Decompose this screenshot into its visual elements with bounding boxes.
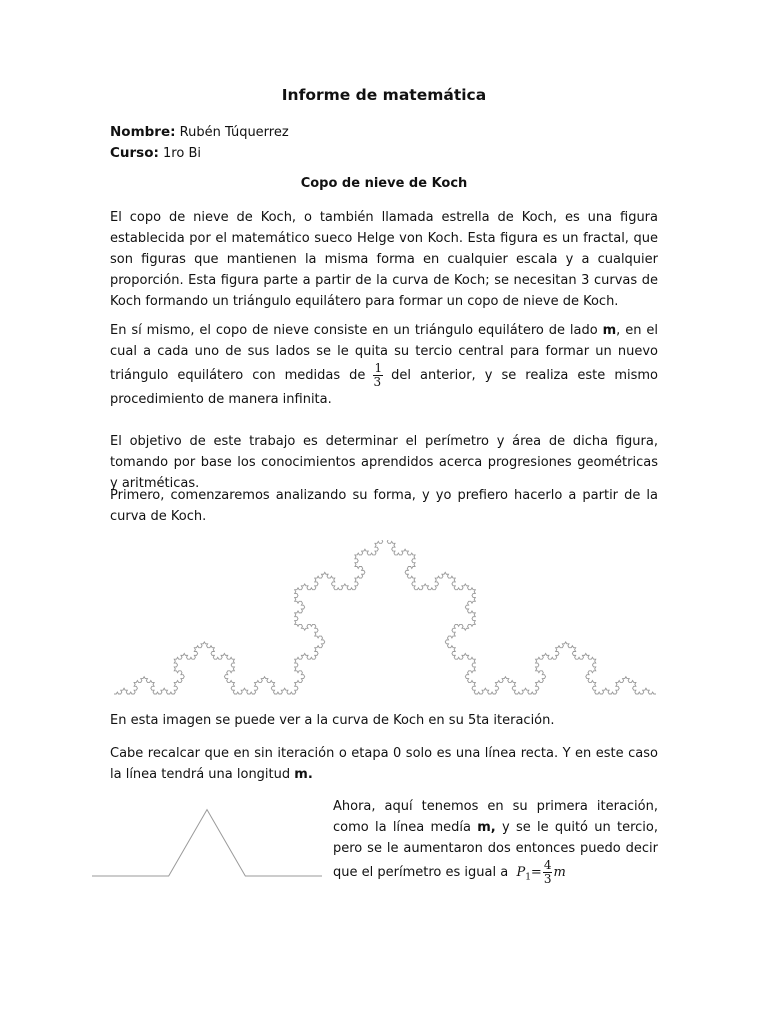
section-title: Copo de nieve de Koch bbox=[300, 176, 468, 191]
koch-curve-line bbox=[114, 540, 656, 694]
equation-subscript: 1 bbox=[525, 872, 531, 883]
paragraph-first-iteration-text-a: Ahora, aquí tenemos en su primera iteración, como la línea medía bbox=[333, 799, 658, 835]
length-variable-m-2: m, bbox=[477, 820, 496, 835]
paragraph-first-iteration-text-b: y se le quitó un tercio, pero se le aumentaron dos entonces puedo decir que el perímetro es igual a bbox=[333, 820, 659, 880]
side-variable-m: m bbox=[602, 323, 617, 338]
paragraph-iteration-zero-text: Cabe recalcar que en sin iteración o etapa 0 solo es una línea recta. Y en este caso la línea tendrá una longitud bbox=[110, 746, 658, 782]
paragraph-definition bbox=[110, 320, 658, 410]
equation-equals: = bbox=[530, 865, 542, 880]
perimeter-equation bbox=[516, 858, 566, 886]
paragraph-definition-text-a: En sí mismo, el copo de nieve consiste en un triángulo equilátero de lado bbox=[110, 323, 603, 338]
fraction-numerator-4: 4 bbox=[543, 858, 552, 872]
koch-curve-5th-iteration-figure bbox=[110, 540, 658, 700]
fraction-denominator-3: 3 bbox=[543, 872, 552, 886]
paragraph-definition-text-b: , en el cual a cada uno de sus lados se le quita su tercio central para formar un nuevo triángulo equilátero con medidas de bbox=[110, 323, 658, 383]
document-title: Informe de matemática bbox=[281, 86, 487, 104]
course-label: Curso: bbox=[110, 145, 159, 161]
course-value: 1ro Bi bbox=[163, 146, 201, 161]
paragraph-definition-text-c: del anterior, y se realiza este mismo procedimiento de manera infinita. bbox=[110, 368, 658, 407]
paragraph-iteration-zero bbox=[110, 743, 658, 785]
fraction-numerator: 1 bbox=[374, 361, 383, 375]
equation-variable-m: m bbox=[553, 865, 566, 880]
fraction-denominator: 3 bbox=[373, 375, 382, 389]
paragraph-intro: El copo de nieve de Koch, o también llamada estrella de Koch, es una figura establecida por el matemático sueco Helge von Koch. Esta figura es un fractal, que son figuras que mantienen la misma forma en cualquier escala y a cualquier proporción. Esta figura parte a partir de la curva de Koch; se necesitan 3 curvas de Koch formando un triángulo equilátero para formar un copo de nieve de Koch. bbox=[110, 210, 658, 309]
author-info bbox=[110, 122, 289, 164]
name-line bbox=[110, 122, 289, 143]
paragraph-objective: El objetivo de este trabajo es determinar el perímetro y área de dicha figura, tomando por base los conocimientos aprendidos acerca progresiones geométricas y aritméticas. bbox=[110, 434, 658, 491]
koch-first-iteration-line bbox=[92, 810, 322, 876]
length-variable-m: m. bbox=[294, 767, 313, 782]
course-line bbox=[110, 143, 289, 164]
name-label: Nombre: bbox=[110, 124, 176, 140]
fraction-four-thirds bbox=[543, 859, 553, 886]
koch-first-iteration-figure bbox=[90, 795, 330, 885]
fraction-one-third bbox=[373, 362, 383, 389]
name-value: Rubén Túquerrez bbox=[179, 125, 289, 140]
figure-caption: En esta imagen se puede ver a la curva de Koch en su 5ta iteración. bbox=[110, 713, 555, 728]
paragraph-first-iteration bbox=[333, 796, 658, 889]
equation-p: P bbox=[516, 865, 526, 880]
paragraph-approach: Primero, comenzaremos analizando su forma, y yo prefiero hacerlo a partir de la curva de Koch. bbox=[110, 488, 658, 524]
